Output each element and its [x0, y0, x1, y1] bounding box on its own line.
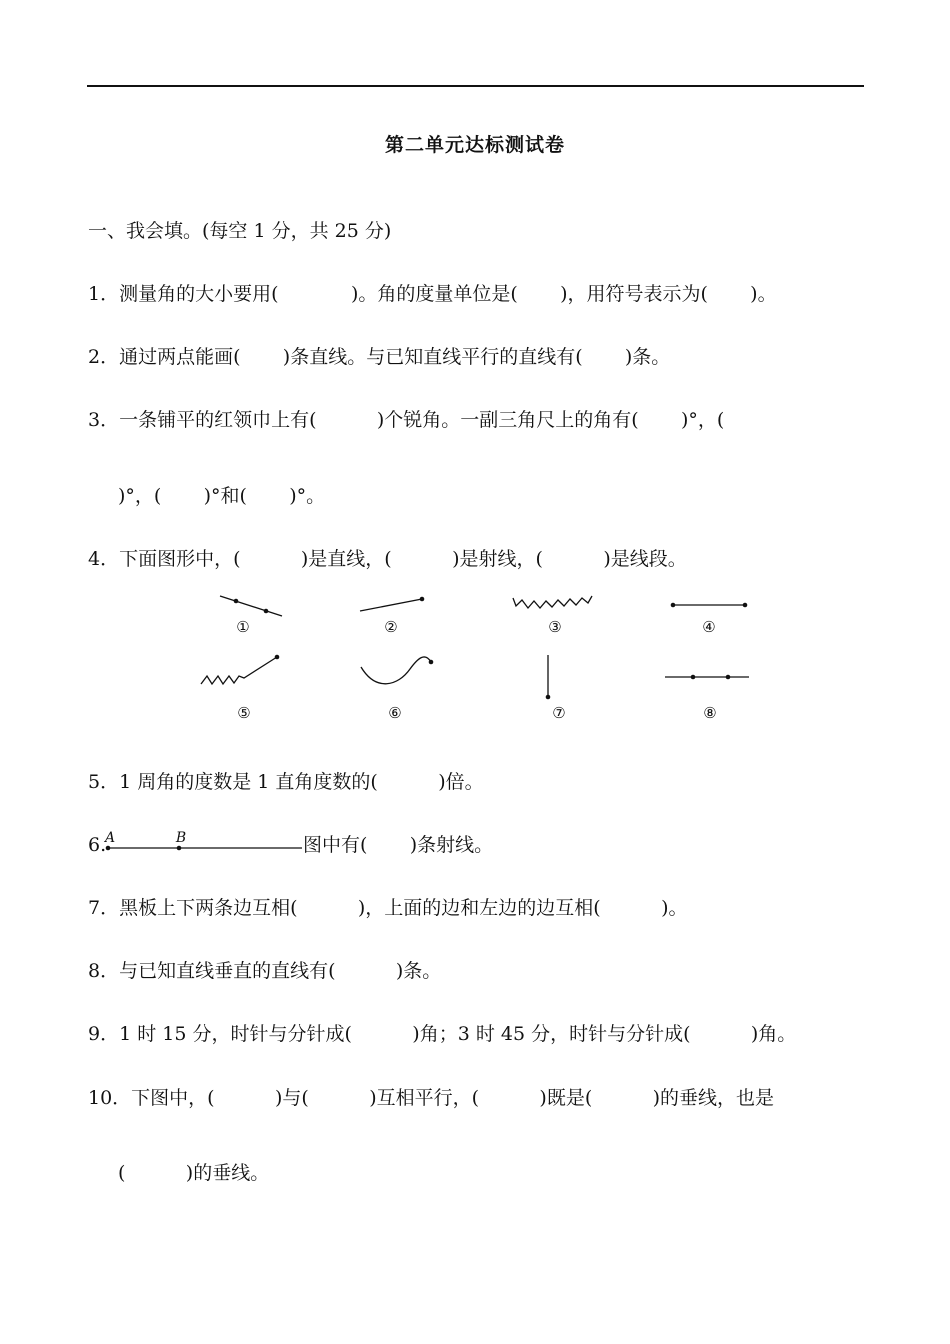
figure-1-shape: [220, 596, 282, 616]
question-9: 9．1 时 15 分，时针与分针成( )角；3 时 45 分，时针与分针成( )角。: [88, 1023, 797, 1045]
figure-label-3: ③: [548, 618, 562, 636]
figure-label-5: ⑤: [237, 704, 251, 722]
q6-point-a: [106, 846, 111, 851]
question-4: 4．下面图形中，( )是直线，( )是射线，( )是线段。: [88, 548, 687, 570]
figure-label-8: ⑧: [703, 704, 717, 722]
figure-6-point: [429, 660, 434, 665]
figure-5-shape: [201, 657, 277, 684]
figure-4-point: [671, 603, 676, 608]
page-title: 第二单元达标测试卷: [384, 134, 565, 156]
figure-4-point: [743, 603, 748, 608]
question-10-line-2: ( )的垂线。: [118, 1162, 270, 1184]
question-10-line-1: 10．下图中，( )与( )互相平行，( )既是( )的垂线，也是: [88, 1087, 775, 1109]
figure-7-point: [546, 695, 551, 700]
question-8: 8．与已知直线垂直的直线有( )条。: [88, 960, 442, 982]
question-2: 2．通过两点能画( )条直线。与已知直线平行的直线有( )条。: [88, 346, 671, 368]
section-header: 一、我会填。(每空 1 分，共 25 分): [88, 220, 392, 242]
figure-8-point: [726, 675, 731, 680]
q6-label-b: B: [175, 830, 187, 846]
figure-label-6: ⑥: [388, 704, 402, 722]
figure-1-point: [264, 609, 269, 614]
figure-1-point: [234, 599, 239, 604]
question-3-line-1: 3．一条铺平的红领巾上有( )个锐角。一副三角尺上的角有( )°，(: [88, 409, 725, 431]
figure-label-4: ④: [702, 618, 716, 636]
figure-6-shape: [361, 657, 431, 684]
figure-label-7: ⑦: [552, 704, 566, 722]
question-5: 5．1 周角的度数是 1 直角度数的( )倍。: [88, 771, 484, 793]
question-7: 7．黑板上下两条边互相( )，上面的边和左边的边互相( )。: [88, 897, 688, 919]
figure-label-1: ①: [236, 618, 250, 636]
question-6-prefix: 6.: [88, 834, 107, 856]
figure-3-shape: [513, 596, 592, 608]
figure-2-point: [420, 597, 425, 602]
figure-8-point: [691, 675, 696, 680]
figure-5-point: [275, 655, 280, 660]
figure-label-2: ②: [384, 618, 398, 636]
question-6-suffix: 图中有( )条射线。: [303, 834, 494, 856]
question-1: 1．测量角的大小要用( )。角的度量单位是( )，用符号表示为( )。: [88, 283, 777, 305]
question-3-line-2: )°，( )°和( )°。: [118, 485, 326, 507]
q6-point-b: [177, 846, 182, 851]
q6-label-a: A: [104, 830, 116, 846]
figure-2-shape: [360, 599, 422, 611]
